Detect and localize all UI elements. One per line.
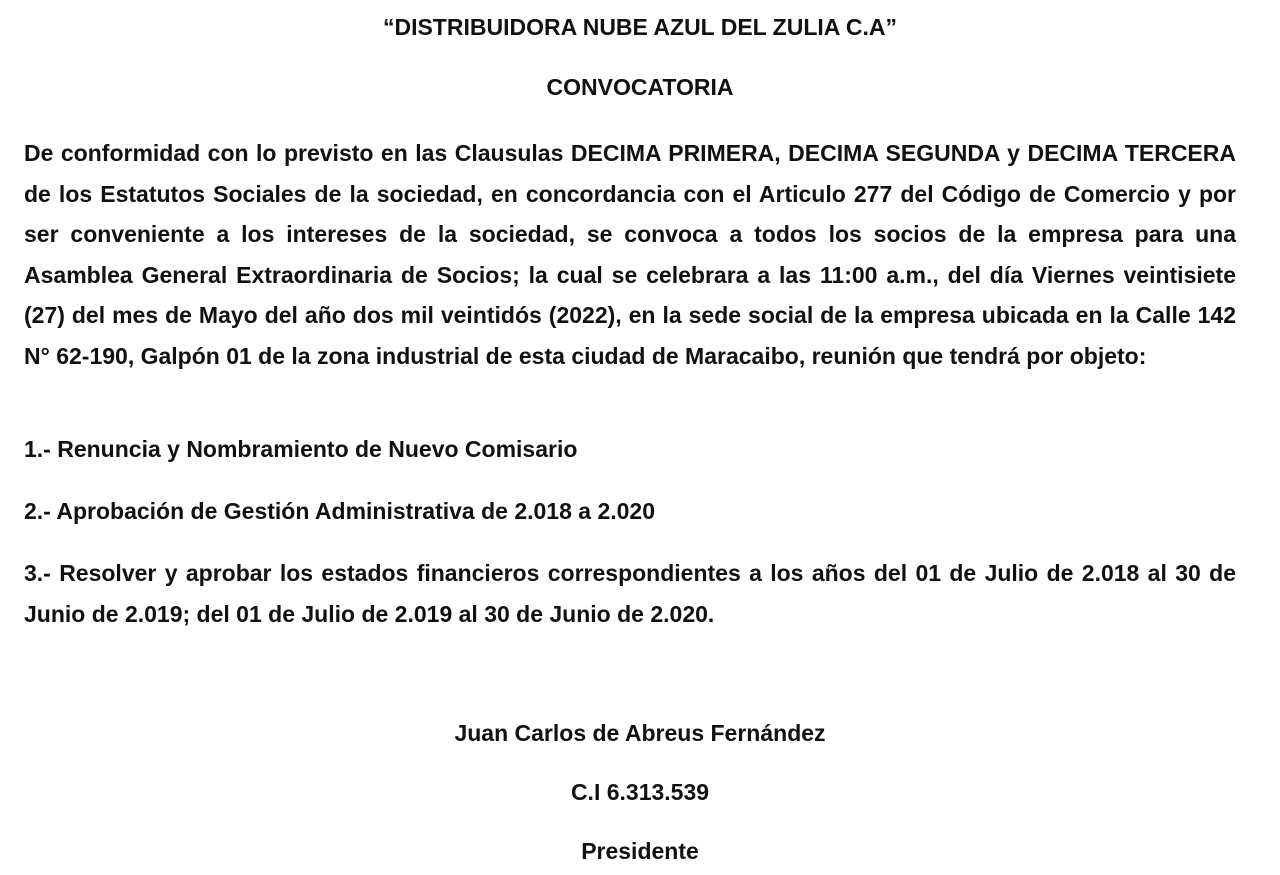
signatory-role: Presidente	[581, 838, 699, 864]
company-name: “DISTRIBUIDORA NUBE AZUL DEL ZULIA C.A”	[382, 14, 898, 40]
agenda-item: 2.- Aprobación de Gestión Administrativa de 2.018 a 2.020	[24, 498, 656, 524]
document-heading: CONVOCATORIA	[546, 74, 734, 100]
signatory-id: C.I 6.313.539	[570, 779, 710, 805]
agenda-item: 3.- Resolver y aprobar los estados financieros correspondientes a los años del 01 de Julio de 2.018 al 30 de Junio de 2.019; del 01 de Julio de 2.019 al 30 de Junio de 2.020.	[24, 560, 1236, 627]
agenda-item: 1.- Renuncia y Nombramiento de Nuevo Comisario	[24, 436, 578, 462]
signatory-name: Juan Carlos de Abreus Fernández	[454, 720, 826, 746]
convocation-paragraph: De conformidad con lo previsto en las Clausulas DECIMA PRIMERA, DECIMA SEGUNDA y DECIMA TERCERA de los Estatutos Sociales de la sociedad, en concordancia con el Articulo 277 del Código de Comercio y por ser conveniente a los intereses de la sociedad, se convoca a todos los socios de la empresa para una Asamblea General Extraordinaria de Socios; la cual se celebrara a las 11:00 a.m., del día Viernes veintisiete (27) del mes de Mayo del año dos mil veintidós (2022), en la sede social de la empresa ubicada en la Calle 142 N° 62-190, Galpón 01 de la zona industrial de esta ciudad de Maracaibo, reunión que tendrá por objeto:	[24, 140, 1236, 369]
